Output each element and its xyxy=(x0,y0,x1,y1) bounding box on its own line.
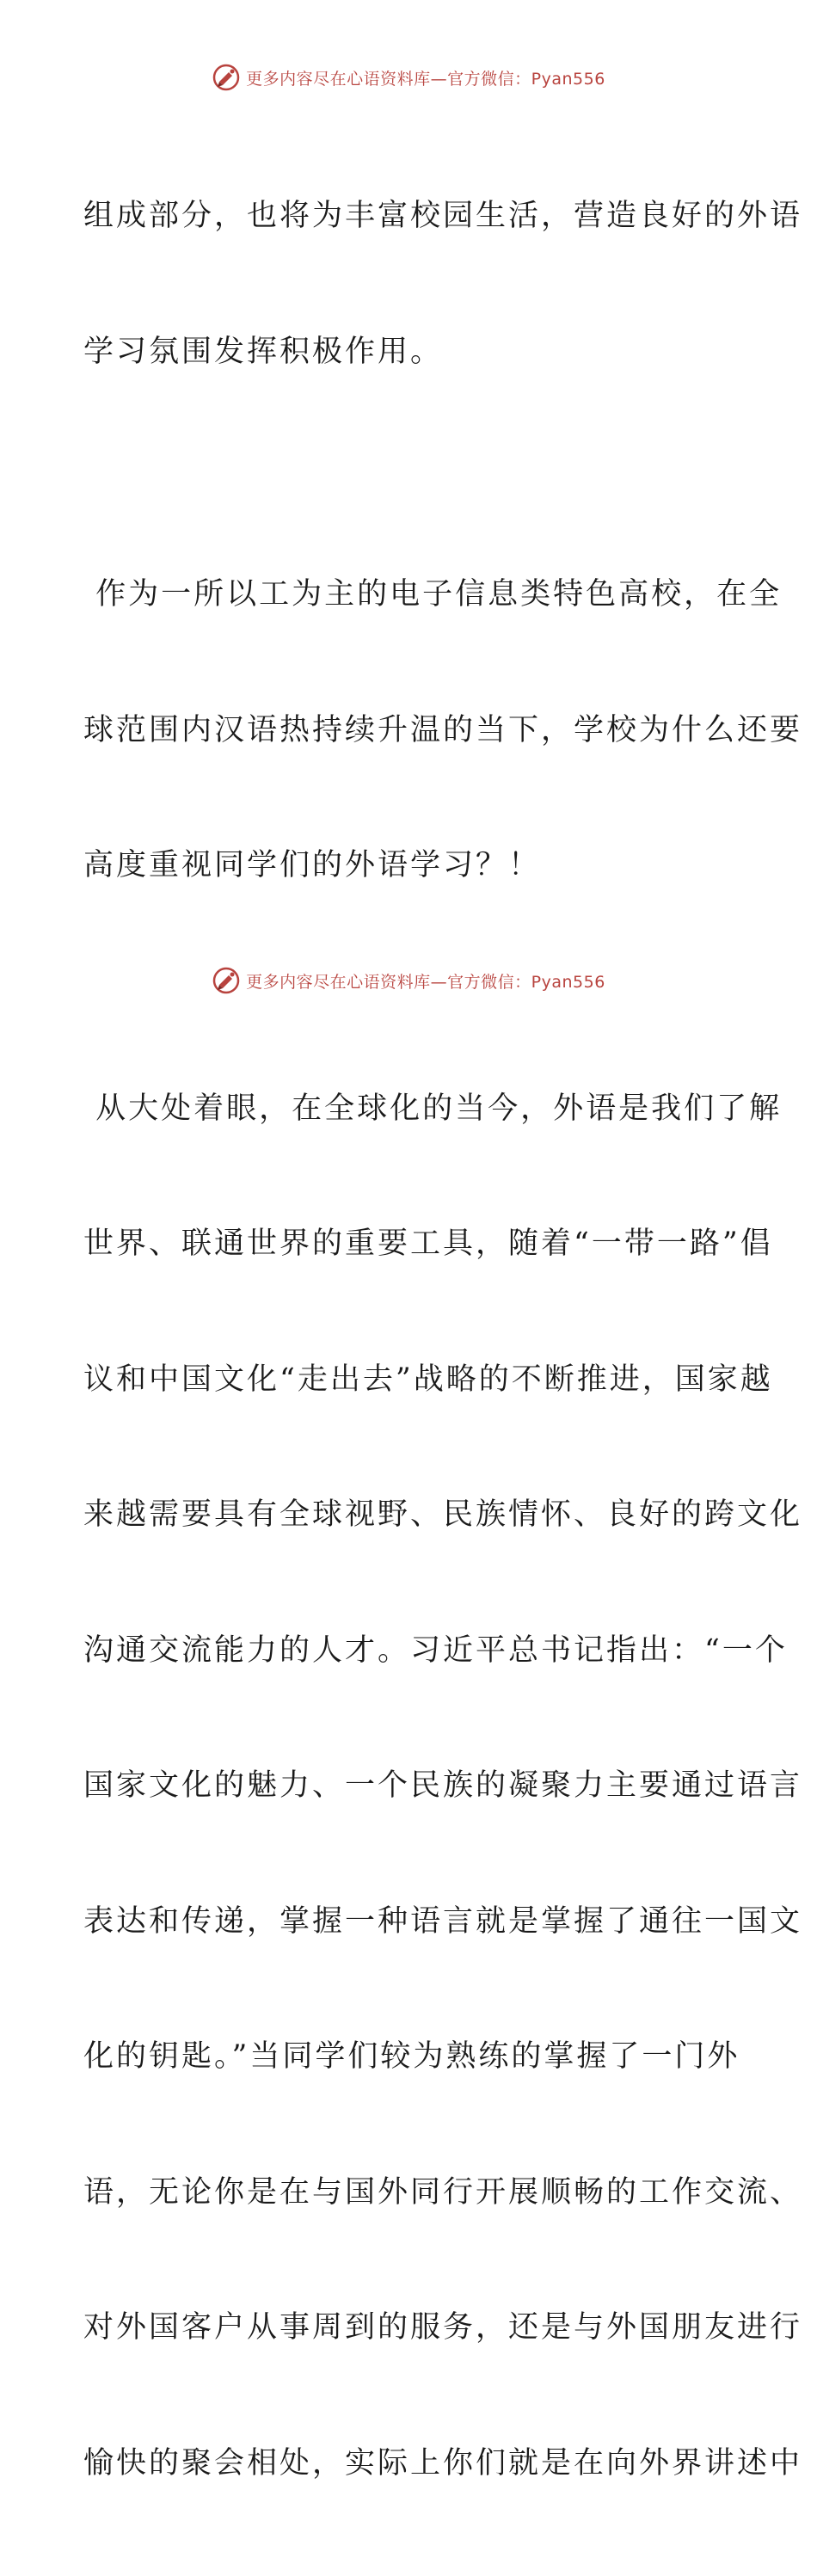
text-line: 学习氛围发挥积极作用。 xyxy=(83,329,737,375)
footer-banner xyxy=(0,963,817,998)
text-line: 愉快的聚会相处，实际上你们就是在向外界讲述中 xyxy=(83,2441,737,2487)
text-line: 对外国客户从事周到的服务，还是与外国朋友进行 xyxy=(83,2305,737,2351)
header-banner xyxy=(0,60,817,95)
paragraph-2 xyxy=(83,482,737,979)
text-line: 国家文化的魅力、一个民族的凝聚力主要通过语言 xyxy=(83,1763,737,1809)
banner-text: 更多内容尽在心语资料库—官方微信：Pyan556 xyxy=(246,66,605,89)
document-body xyxy=(83,103,737,2576)
text-line: 议和中国文化“走出去”战略的不断推进，国家越 xyxy=(83,1357,737,1403)
text-line: 组成部分，也将为丰富校园生活，营造良好的外语 xyxy=(83,194,737,239)
text-line: 语，无论你是在与国外同行开展顺畅的工作交流、 xyxy=(83,2170,737,2216)
banner-text: 更多内容尽在心语资料库—官方微信：Pyan556 xyxy=(246,969,605,993)
pen-logo-icon xyxy=(212,63,241,92)
text-line: 从大处着眼，在全球化的当今，外语是我们了解 xyxy=(83,1086,737,1132)
text-line: 化的钥匙。”当同学们较为熟练的掌握了一门外 xyxy=(83,2034,737,2080)
text-line: 作为一所以工为主的电子信息类特色高校，在全 xyxy=(83,572,737,618)
pen-logo-icon xyxy=(212,966,241,995)
text-line: 表达和传递，掌握一种语言就是掌握了通往一国文 xyxy=(83,1899,737,1945)
text-line: 球范围内汉语热持续升温的当下，学校为什么还要 xyxy=(83,708,737,753)
paragraph-3 xyxy=(83,996,737,2576)
paragraph-1 xyxy=(83,103,737,464)
text-line: 高度重视同学们的外语学习？！ xyxy=(83,843,737,888)
text-line: 世界、联通世界的重要工具，随着“一带一路”倡 xyxy=(83,1221,737,1267)
text-line: 沟通交流能力的人才。习近平总书记指出：“一个 xyxy=(83,1628,737,1674)
text-line: 来越需要具有全球视野、民族情怀、良好的跨文化 xyxy=(83,1492,737,1538)
